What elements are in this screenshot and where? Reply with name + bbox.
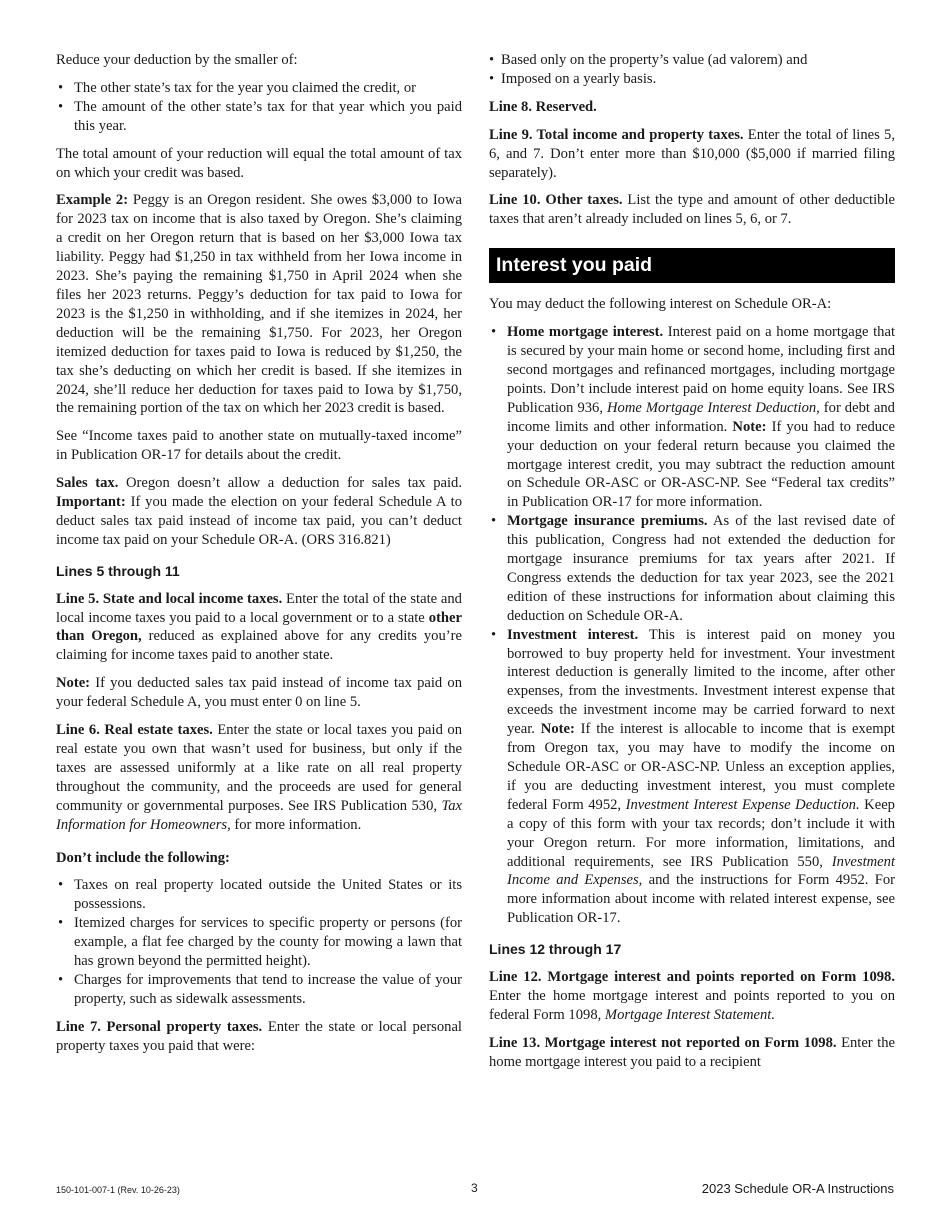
line-8-label: Line 8. Reserved. [489,98,597,115]
line-5-text: Enter the total of the state and local income taxes you paid to a local government or to a state [56,590,462,626]
property-tax-criteria-list [489,51,895,89]
reduction-list [56,79,462,136]
list-item: • Taxes on real property located outside the United States or its possessions. [56,876,462,914]
line-13-paragraph [489,1034,895,1072]
line-7-paragraph [56,1018,462,1056]
line-9-label: Line 9. Total income and property taxes. [489,126,744,143]
interest-types-list [489,323,895,928]
line-6-text-2: for more information. [230,816,362,833]
list-item: • Itemized charges for services to specific property or persons (for example, a flat fee charged by the county for mowing a lawn that has grown beyond the permitted height). [56,914,462,971]
sales-tax-text: Oregon doesn’t allow a deduction for sales tax paid. [118,475,462,492]
home-mortgage-note: If you had to reduce your deduction on your federal return because you claimed the mortgage interest credit, you may subtract the reduction amount on Schedule OR-ASC or OR-ASC-NP. See “Federal tax credits” in Publication OR-17 for more information. [507,418,895,511]
investment-interest-text: This is interest paid on money you borrowed to buy property held for investment. Your investment interest deduction is generally limited to the income, after other expenses, from the investments. Investment interest expense that exceeds the investment income may be carried forward to next year. [507,626,895,738]
note-label: Note: [56,675,91,692]
form-title: Mortgage Interest Statement. [604,1006,776,1023]
line-10-paragraph [489,191,895,229]
line-12-text: Enter the home mortgage interest and points reported to you on federal Form 1098, [489,987,895,1023]
list-item: • Imposed on a yearly basis. [489,70,895,89]
home-mortgage-text-2: , for debt and income limits and other information. [507,399,895,435]
investment-interest-text-2: Keep a copy of this form with your tax records; don’t include it with your Oregon return. For more information, limitations, and additional requirements, see IRS Publication 550, [507,796,895,870]
lines-5-11-heading: Lines 5 through 11 [56,562,180,579]
list-item: • Charges for improvements that tend to increase the value of your property, such as sidewalk assessments. [56,971,462,1009]
list-item-home-mortgage [489,323,895,512]
line-12-label: Line 12. Mortgage interest and points reported on Form 1098. [489,969,895,986]
line-9-paragraph [489,126,895,183]
exclusion-list [56,876,462,1008]
dont-include-label: Don’t include the following: [56,849,230,866]
list-item: • The other state’s tax for the year you claimed the credit, or [56,79,462,98]
line-7-label: Line 7. Personal property taxes. [56,1018,263,1035]
note-paragraph [56,674,462,712]
home-mortgage-text: Interest paid on a home mortgage that is secured by your main home or second home, including first and second mortgages and refinanced mortgages, including mortgage points. Don’t include interest paid on home equity loans. See IRS Publication 936, [507,324,896,416]
line-9-text: Enter the total of lines 5, 6, and 7. Don’t enter more than $10,000 ($5,000 if married filing separately). [489,126,895,181]
page-number: 3 [471,1181,478,1195]
sales-tax-text-2: If you made the election on your federal Schedule A to deduct sales tax paid instead of income tax paid, you can’t deduct income tax paid on your Schedule OR-A. (ORS 316.821) [56,494,462,548]
example-2-label: Example 2: [56,192,129,209]
line-6-label: Line 6. Real estate taxes. [56,722,213,739]
line-5-label: Line 5. State and local income taxes. [56,590,283,607]
list-item-mortgage-insurance [489,512,895,625]
form-number: 150-101-007-1 (Rev. 10-26-23) [56,1185,180,1195]
sales-tax-paragraph [56,474,462,550]
line-7-text: Enter the state or local personal property taxes you paid that were: [56,1018,462,1054]
list-item-investment-interest [489,626,895,929]
line-5-paragraph [56,590,462,666]
example-2-text: Peggy is an Oregon resident. She owes $3,000 to Iowa for 2023 tax on income that is also taxed by Oregon. She’s claiming a credit on her Oregon return that is based on her $3,000 Iowa tax liability. Peggy had $1,250 in tax withheld from her Iowa income in 2023. She’s paying the remaining $1,750 in April 2024 when she files her 2023 returns. Peggy’s deduction for tax paid to Iowa for 2023 is the $1,250 in withholding, and if she itemizes in 2024, her deduction will be the remaining $1,750. For 2023, her Oregon itemized deduction for taxes paid to Iowa is reduced by $1,250, the tax she’s deducting on which her credit is based. If she itemizes in 2024, she’ll reduce her deduction for taxes paid to Iowa by $1,750, the remaining portion of the tax on which her 2023 credit is based. [56,192,462,417]
investment-interest-label: Investment interest. [507,626,639,643]
line-10-label: Line 10. Other taxes. [489,192,623,209]
example-2-paragraph [56,191,462,418]
investment-interest-text-3: and the instructions for Form 4952. For more information about income with related interest expense, see Publication OR-17. [507,872,895,927]
line-6-paragraph [56,721,462,834]
list-item: • The amount of the other state’s tax for that year which you paid this year. [56,98,462,136]
mortgage-insurance-text: As of the last revised date of this publication, Congress had not extended the deduction for mortgage insurance premiums for tax years after 2021. If Congress extends the deduction for tax year 2023, see the 2021 edition of these instructions for information about claiming this deduction on Schedule OR-A. [507,513,895,624]
reduction-total-paragraph: The total amount of your reduction will equal the total amount of tax on which your credit was based. [56,145,462,181]
sales-tax-label: Sales tax. [56,475,119,492]
left-column [56,51,462,1065]
home-mortgage-label: Home mortgage interest. [507,324,664,341]
note-label: Note: [732,418,767,435]
interest-intro: You may deduct the following interest on Schedule OR-A: [489,296,832,313]
section-heading-interest: Interest you paid [489,248,895,283]
line-5-emphasis: other than Oregon, [56,609,462,645]
list-item: • Based only on the property’s value (ad valorem) and [489,51,895,70]
intro-paragraph: Reduce your deduction by the smaller of: [56,52,298,68]
publication-title: Home Mortgage Interest Deduction [606,399,817,416]
note-text: If you deducted sales tax paid instead of income tax paid on your federal Schedule A, you must enter 0 on line 5. [56,675,462,711]
line-12-paragraph [489,968,895,1025]
line-5-text-2: reduced as explained above for any credits you’re claiming for income taxes paid to another state. [56,628,462,664]
line-13-label: Line 13. Mortgage interest not reported on Form 1098. [489,1034,837,1051]
see-publication-paragraph: See “Income taxes paid to another state on mutually-taxed income” in Publication OR-17 for details about the credit. [56,428,462,464]
publication-title: Investment Income and Expenses, [507,853,895,889]
investment-interest-note: If the interest is allocable to income that is exempt from Oregon tax, you may have to modify the income on Schedule OR-ASC or OR-ASC-NP. Unless an exception applies, if you are deducting investment interest, you must complete federal Form 4952, [507,721,895,813]
note-label: Note: [540,721,575,738]
line-6-text: Enter the state or local taxes you paid on real estate you own that wasn’t used for business, but only if the taxes are assessed uniformly at a like rate on all real property throughout the community, and the proceeds are used for general community or governmental purposes. See IRS Publication 530, [56,722,463,814]
dont-include-heading [56,849,462,868]
form-title: Investment Interest Expense Deduction. [625,796,860,813]
lines-12-17-heading: Lines 12 through 17 [489,941,622,958]
document-title: 2023 Schedule OR-A Instructions [701,1181,894,1196]
important-label: Important: [56,494,126,511]
right-column [489,51,895,1081]
line-13-text: Enter the home mortgage interest you paid to a recipient [489,1034,895,1070]
mortgage-insurance-label: Mortgage insurance premiums. [507,513,708,530]
line-10-text: List the type and amount of other deductible taxes that aren’t already included on lines 5, 6, or 7. [489,192,895,228]
line-8-paragraph [489,98,895,117]
publication-title: Tax Information for Homeowners, [56,797,462,833]
